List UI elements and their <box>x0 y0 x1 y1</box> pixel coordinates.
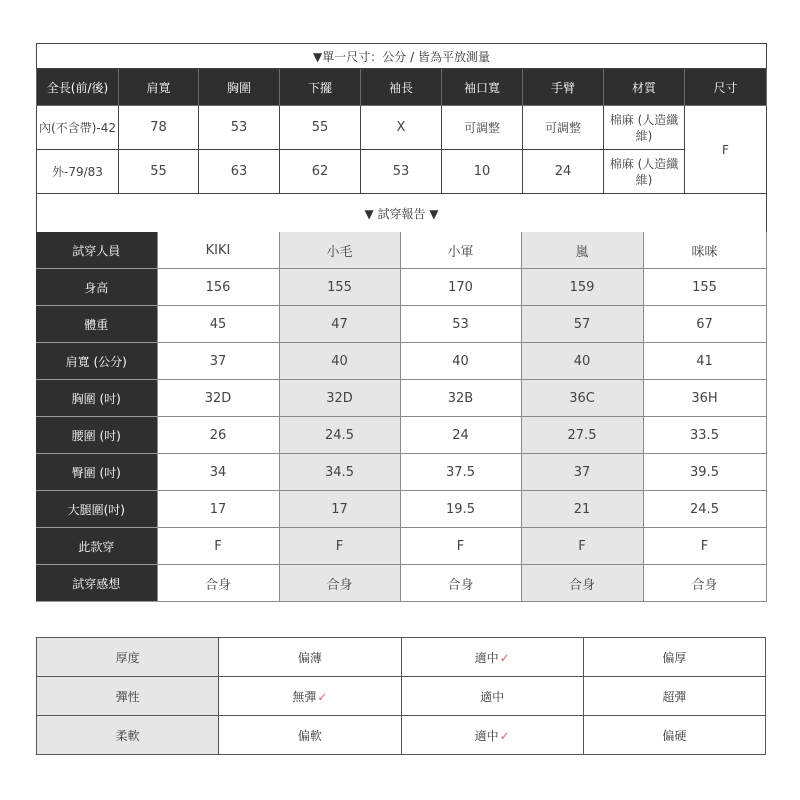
row-label: 大腿圍(吋) <box>36 491 157 528</box>
row-label: 此款穿 <box>36 528 157 565</box>
row-label: 腰圍 (吋) <box>36 417 157 454</box>
fitting-value: 19.5 <box>400 491 521 528</box>
material-option <box>219 716 401 755</box>
fitting-row <box>36 380 766 417</box>
fitting-row <box>36 528 766 565</box>
material-option <box>219 638 401 677</box>
fitting-value: 159 <box>521 269 643 306</box>
fitting-value: 37 <box>157 343 279 380</box>
header-length: 全長(前/後) <box>37 69 119 106</box>
fitting-value: 47 <box>279 306 400 343</box>
row-label: 試穿人員 <box>36 232 157 269</box>
fitting-value: 45 <box>157 306 279 343</box>
option-text: 偏薄 <box>297 650 322 665</box>
option-text: 偏軟 <box>297 728 322 743</box>
fitting-value: 41 <box>643 343 766 380</box>
material-option <box>583 716 765 755</box>
header-chest: 胸圍 <box>199 69 280 106</box>
fitting-value: 37.5 <box>400 454 521 491</box>
option-text: 適中 <box>480 689 505 704</box>
cell-material: 棉麻 (人造纖維) <box>604 150 685 194</box>
option-text: 偏硬 <box>662 728 687 743</box>
header-sleeve: 袖長 <box>361 69 442 106</box>
fitting-value: 17 <box>157 491 279 528</box>
size-caption: ▼單一尺寸：公分 / 皆為平放測量 <box>37 44 767 69</box>
cell-sleeve: 53 <box>361 150 442 194</box>
fitting-value: 37 <box>521 454 643 491</box>
person-name: 小軍 <box>400 232 521 269</box>
material-option <box>401 677 583 716</box>
material-table <box>36 637 766 755</box>
fitting-header-row <box>36 232 766 269</box>
material-label: 彈性 <box>37 677 219 716</box>
cell-length: 外-79/83 <box>37 150 119 194</box>
row-label: 體重 <box>36 306 157 343</box>
option-text: 超彈 <box>662 689 687 704</box>
cell-cuff: 可調整 <box>442 106 523 150</box>
fitting-value: F <box>521 528 643 565</box>
fitting-row <box>36 269 766 306</box>
fitting-value: 155 <box>643 269 766 306</box>
fitting-value: 24.5 <box>643 491 766 528</box>
checkmark-icon: ✓ <box>317 689 328 704</box>
material-option <box>219 677 401 716</box>
fitting-value: 合身 <box>400 565 521 602</box>
fitting-value: 57 <box>521 306 643 343</box>
person-name: KIKI <box>157 232 279 269</box>
material-option <box>583 677 765 716</box>
option-text: 適中 <box>474 650 499 665</box>
cell-shoulder: 55 <box>119 150 199 194</box>
row-label: 胸圍 (吋) <box>36 380 157 417</box>
person-name: 咪咪 <box>643 232 766 269</box>
header-hem: 下擺 <box>280 69 361 106</box>
fitting-value: 17 <box>279 491 400 528</box>
fitting-value: 39.5 <box>643 454 766 491</box>
material-option <box>583 638 765 677</box>
fitting-value: 32B <box>400 380 521 417</box>
row-label: 臀圍 (吋) <box>36 454 157 491</box>
fitting-value: 32D <box>279 380 400 417</box>
fitting-value: 合身 <box>521 565 643 602</box>
material-row <box>37 638 766 677</box>
option-text: 無彈 <box>292 689 317 704</box>
fitting-value: 36C <box>521 380 643 417</box>
fitting-value: 34.5 <box>279 454 400 491</box>
fitting-value: 53 <box>400 306 521 343</box>
fitting-value: 34 <box>157 454 279 491</box>
fitting-value: 36H <box>643 380 766 417</box>
cell-material: 棉麻 (人造纖維) <box>604 106 685 150</box>
fitting-value: 21 <box>521 491 643 528</box>
checkmark-icon: ✓ <box>499 650 510 665</box>
fitting-value: 合身 <box>157 565 279 602</box>
size-table <box>36 43 767 234</box>
cell-shoulder: 78 <box>119 106 199 150</box>
option-text: 適中 <box>474 728 499 743</box>
fitting-row <box>36 565 766 602</box>
checkmark-icon: ✓ <box>499 728 510 743</box>
person-name: 嵐 <box>521 232 643 269</box>
size-row-inner <box>37 106 767 150</box>
fitting-value: 27.5 <box>521 417 643 454</box>
fitting-value: 40 <box>521 343 643 380</box>
header-arm: 手臂 <box>523 69 604 106</box>
material-row <box>37 716 766 755</box>
fitting-value: 24.5 <box>279 417 400 454</box>
header-shoulder: 肩寬 <box>119 69 199 106</box>
fitting-value: 合身 <box>279 565 400 602</box>
fitting-value: 40 <box>400 343 521 380</box>
fitting-row <box>36 343 766 380</box>
row-label: 身高 <box>36 269 157 306</box>
fitting-value: F <box>157 528 279 565</box>
cell-arm: 24 <box>523 150 604 194</box>
fitting-value: F <box>400 528 521 565</box>
fitting-value: 156 <box>157 269 279 306</box>
fitting-value: 24 <box>400 417 521 454</box>
material-label: 柔軟 <box>37 716 219 755</box>
cell-length: 內(不含帶)-42 <box>37 106 119 150</box>
row-label: 試穿感想 <box>36 565 157 602</box>
header-cuff: 袖口寬 <box>442 69 523 106</box>
fitting-value: 67 <box>643 306 766 343</box>
fitting-row <box>36 491 766 528</box>
material-row <box>37 677 766 716</box>
cell-hem: 55 <box>280 106 361 150</box>
material-label: 厚度 <box>37 638 219 677</box>
cell-arm: 可調整 <box>523 106 604 150</box>
cell-chest: 63 <box>199 150 280 194</box>
fitting-report-title: ▼ 試穿報告 ▼ <box>37 194 767 234</box>
fitting-value: 合身 <box>643 565 766 602</box>
row-label: 肩寬 (公分) <box>36 343 157 380</box>
fitting-value: 155 <box>279 269 400 306</box>
header-size: 尺寸 <box>685 69 767 106</box>
cell-sleeve: X <box>361 106 442 150</box>
header-material: 材質 <box>604 69 685 106</box>
fitting-value: 33.5 <box>643 417 766 454</box>
cell-hem: 62 <box>280 150 361 194</box>
fitting-row <box>36 417 766 454</box>
material-option <box>401 716 583 755</box>
fitting-row <box>36 306 766 343</box>
option-text: 偏厚 <box>662 650 687 665</box>
fitting-value: 40 <box>279 343 400 380</box>
fitting-value: F <box>643 528 766 565</box>
fitting-value: 26 <box>157 417 279 454</box>
fitting-table <box>36 232 767 602</box>
cell-chest: 53 <box>199 106 280 150</box>
size-row-outer <box>37 150 767 194</box>
cell-size: F <box>685 106 767 194</box>
fitting-value: 170 <box>400 269 521 306</box>
person-name: 小毛 <box>279 232 400 269</box>
fitting-row <box>36 454 766 491</box>
fitting-value: F <box>279 528 400 565</box>
material-option <box>401 638 583 677</box>
cell-cuff: 10 <box>442 150 523 194</box>
fitting-value: 32D <box>157 380 279 417</box>
